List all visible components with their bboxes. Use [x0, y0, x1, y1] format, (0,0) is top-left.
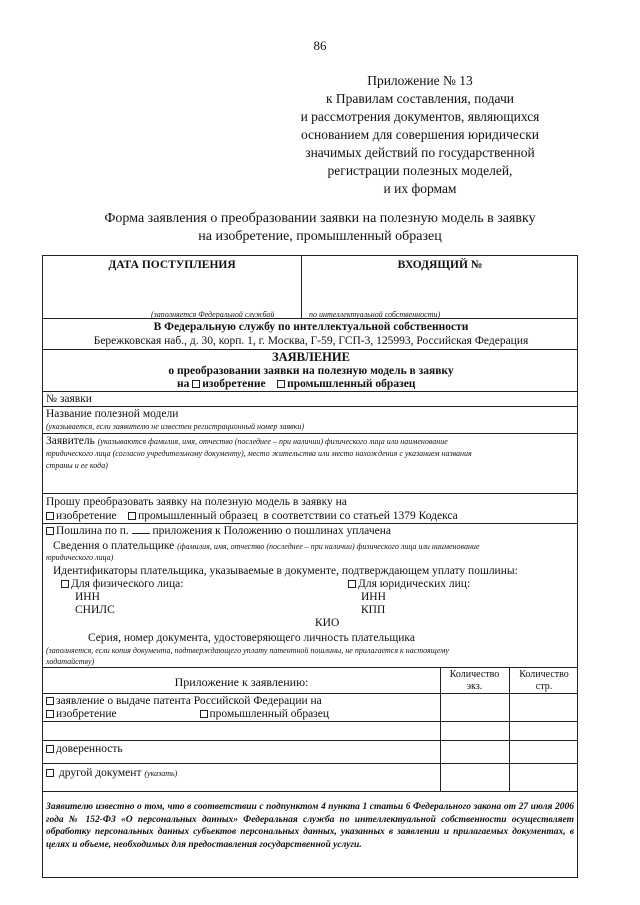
- fill-note-right: по интеллектуальной собственности): [309, 310, 441, 319]
- appendix-line: значимых действий по государственной: [305, 145, 535, 160]
- date-received-label: ДАТА ПОСТУПЛЕНИЯ: [108, 259, 236, 271]
- pages-header: Количество стр.: [519, 669, 569, 692]
- form-title-line: Форма заявления о преобразовании заявки на полезную модель в заявку: [104, 211, 536, 226]
- applicant-block: [46, 435, 448, 448]
- appendix-line: к Правилам составления, подачи: [325, 91, 515, 106]
- appendix-line: регистрации полезных моделей,: [327, 163, 513, 178]
- industrial-design-checkbox[interactable]: [277, 380, 285, 388]
- addressee-line1: В Федеральную службу по интеллектуальной собственности: [153, 321, 469, 333]
- fill-note-left: (заполняется Федеральной службой: [151, 310, 275, 319]
- statement-title: ЗАЯВЛЕНИЕ: [272, 350, 350, 364]
- utility-model-name-note: (указывается, если заявителю не известен регистрационный номер заявки): [46, 422, 305, 431]
- kpp-label: КПП: [361, 604, 386, 616]
- utility-model-name-label: Название полезной модели: [46, 408, 179, 420]
- appendix-heading: [270, 72, 570, 198]
- snils-label: СНИЛС: [75, 604, 115, 616]
- request-options: изобретение промышленный образец в соответствии со статьей 1379 Кодекса: [46, 510, 458, 523]
- attach-invention-checkbox[interactable]: [46, 710, 54, 718]
- request-industrial-design-checkbox[interactable]: [128, 512, 136, 520]
- kio-label: КИО: [315, 617, 340, 629]
- incoming-number-label: ВХОДЯЩИЙ №: [397, 259, 483, 271]
- attach-industrial-design-checkbox[interactable]: [200, 710, 208, 718]
- fee-line: Пошлина по п. приложения к Положению о пошлинах уплачена: [46, 525, 391, 538]
- legal-entity-checkbox[interactable]: [348, 580, 356, 588]
- invention-checkbox[interactable]: [192, 380, 200, 388]
- application-number-label: № заявки: [46, 393, 92, 405]
- addressee-line2: Бережковская наб., д. 30, корп. 1, г. Москва, Г-59, ГСП-3, 125993, Российская Федерация: [93, 335, 529, 347]
- payer-note: (фамилия, имя, отчество (последнее – при наличии) физического лица или наименование: [177, 542, 480, 551]
- appendix-line: Приложение № 13: [367, 73, 473, 88]
- appendix-line: и рассмотрения документов, являющихся: [300, 109, 540, 124]
- other-document-checkbox[interactable]: [46, 769, 54, 777]
- physical-person-checkbox[interactable]: [61, 580, 69, 588]
- request-invention-checkbox[interactable]: [46, 512, 54, 520]
- appendix-line: и их формам: [383, 181, 457, 196]
- legal-entity-option: Для юридических лиц:: [348, 578, 470, 591]
- inn-legal-label: ИНН: [361, 591, 386, 603]
- form-title-line: на изобретение, промышленный образец: [198, 229, 442, 244]
- attachment-power-of-attorney: доверенность: [46, 743, 123, 756]
- applicant-note: страны и ее кода): [46, 461, 108, 470]
- application-form: [42, 255, 578, 878]
- power-of-attorney-checkbox[interactable]: [46, 745, 54, 753]
- payer-document-note: (заполняется, если копия документа, подтверждающего уплату патентной пошлины, не прилагается к настоящему: [46, 646, 449, 655]
- applicant-note: юридического лица (согласно учредительному документу), место жительства или место нахождения с указанием названия: [46, 449, 472, 458]
- request-line: Прошу преобразовать заявку на полезную модель в заявку на: [46, 496, 347, 508]
- applicant-label: Заявитель: [46, 435, 95, 447]
- payer-document-note: ходатайству): [46, 657, 95, 666]
- attachments-header: Приложение к заявлению:: [174, 675, 309, 689]
- personal-data-notice: Заявителю известно о том, что в соответствии с подпунктом 4 пункта 1 статьи 6 Федерального закона от 27 июля 2006 года № 152-ФЗ «О персональных данных» Федеральная служба по интеллектуальной собственности осуществляет обработку персональных данных субъектов персональных данных, указанных в заявлении и прилагаемых документах, в целях и объеме, необходимых для предоставления государственной услуги.: [46, 802, 574, 850]
- payer-document-label: Серия, номер документа, удостоверяющего личность плательщика: [88, 632, 415, 644]
- statement-subtitle: о преобразовании заявки на полезную модель в заявку: [168, 365, 454, 377]
- applicant-note: (указываются фамилия, имя, отчество (последнее – при наличии) физического лица или наименование: [97, 437, 448, 446]
- attachment-patent-options: изобретение промышленный образец: [46, 708, 329, 721]
- attachment-other-document: другой документ (указать): [46, 767, 177, 780]
- physical-person-option: Для физического лица:: [61, 578, 183, 591]
- inn-physical-label: ИНН: [75, 591, 100, 603]
- copies-header: Количество экз.: [449, 669, 500, 692]
- fee-item-field[interactable]: [132, 533, 150, 534]
- page-number: 86: [313, 38, 327, 53]
- patent-application-checkbox[interactable]: [46, 697, 54, 705]
- attachment-patent-application: заявление о выдаче патента Российской Федерации на: [46, 695, 322, 708]
- form-title: [40, 210, 600, 246]
- payer-ids-label: Идентификаторы плательщика, указываемые в документе, подтверждающем уплату пошлины:: [53, 565, 518, 577]
- payer-label: Сведения о плательщике: [53, 540, 175, 552]
- payer-block: [53, 540, 479, 553]
- statement-options: на изобретение промышленный образец: [177, 378, 416, 390]
- fee-paid-checkbox[interactable]: [46, 527, 54, 535]
- payer-note: юридического лица): [46, 553, 114, 562]
- appendix-line: основанием для совершения юридически: [300, 127, 540, 142]
